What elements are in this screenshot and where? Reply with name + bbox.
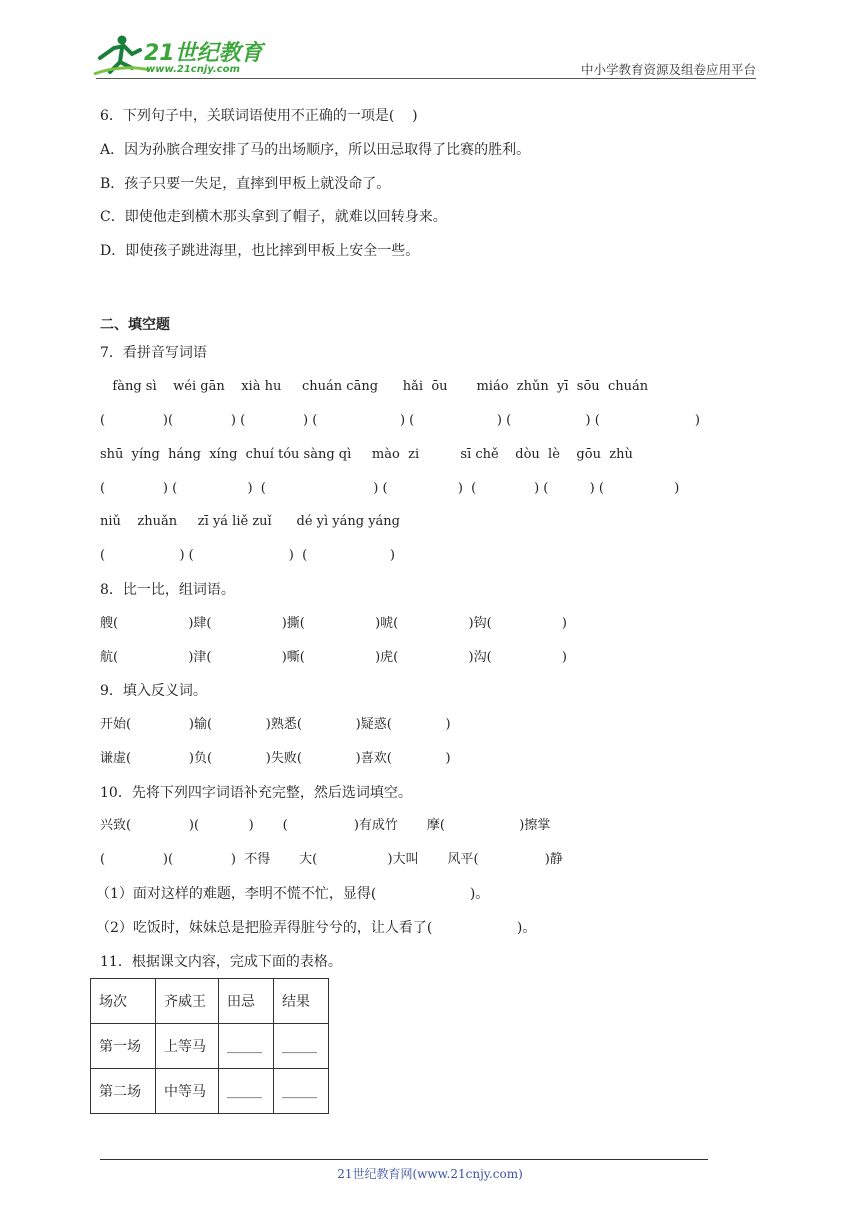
table-cell: 第一场 — [91, 1024, 156, 1069]
q7-pinyin-row-2: shū yíng háng xíng chuí tóu sàng qì mào zi sī chě dòu lè gōu zhù — [100, 447, 633, 462]
q6-option-a: A．因为孙膑合理安排了马的出场顺序，所以田忌取得了比赛的胜利。 — [100, 142, 531, 158]
q7-pinyin-row-1: fàng sì wéi gān xià hu chuán cāng hǎi ōu miáo zhǔn yī sōu chuán — [100, 379, 649, 394]
q9-row-1: 开始( )输( )熟悉( )疑惑( ) — [100, 717, 451, 732]
q6-stem: 6．下列句子中，关联词语使用不正确的一项是( ) — [100, 108, 418, 124]
table-cell: 第二场 — [91, 1069, 156, 1114]
q8-stem: 8．比一比，组词语。 — [100, 582, 235, 598]
q7-blank-row-1: ( )( ) ( ) ( ) ( ) ( ) ( ) — [100, 413, 700, 428]
table-header-cell: 场次 — [91, 979, 156, 1024]
q9-row-2: 谦虚( )负( )失败( )喜欢( ) — [100, 751, 451, 766]
q6-option-d: D．即使孩子跳进海里，也比摔到甲板上安全一些。 — [100, 243, 420, 259]
table-header-cell: 结果 — [274, 979, 329, 1024]
table-header-cell: 田忌 — [219, 979, 274, 1024]
q7-blank-row-3: ( ) ( ) ( ) — [100, 548, 395, 563]
footer-divider — [100, 1159, 708, 1160]
q10-idioms-row-2: ( )( ) 不得 大( )大叫 风平( )静 — [100, 852, 563, 867]
logo-text: 21世纪教育 — [144, 41, 263, 66]
table-blank-cell[interactable]: _____ — [274, 1069, 329, 1114]
q11-stem: 11．根据课文内容，完成下面的表格。 — [100, 954, 342, 970]
table-header-cell: 齐威王 — [156, 979, 219, 1024]
section-title: 二、填空题 — [100, 317, 170, 333]
q11-table — [90, 978, 329, 1114]
footer-link[interactable]: 21世纪教育网(www.21cnjy.com) — [337, 1167, 523, 1181]
logo-url: www.21cnjy.com — [146, 64, 240, 75]
table-header-row — [91, 979, 329, 1024]
site-logo — [92, 30, 262, 80]
q10-idioms-row-1: 兴致( )( ) ( )有成竹 摩( )擦掌 — [100, 818, 551, 833]
table-row — [91, 1069, 329, 1114]
table-blank-cell[interactable]: _____ — [274, 1024, 329, 1069]
q7-blank-row-2: ( ) ( ) ( ) ( ) ( ) ( ) ( ) — [100, 481, 680, 496]
q9-stem: 9．填入反义词。 — [100, 683, 207, 699]
q7-pinyin-row-3: niǔ zhuǎn zī yá liě zuǐ dé yì yáng yáng — [100, 514, 400, 529]
q10-sentence-2: （2）吃饭时，妹妹总是把脸弄得脏兮兮的，让人看了( )。 — [96, 920, 537, 936]
q10-sentence-1: （1）面对这样的难题，李明不慌不忙，显得( )。 — [96, 886, 490, 902]
table-blank-cell[interactable]: _____ — [219, 1024, 274, 1069]
q6-option-c: C．即使他走到横木那头拿到了帽子，就难以回转身来。 — [100, 209, 447, 225]
header-platform-text: 中小学教育资源及组卷应用平台 — [580, 62, 756, 77]
table-blank-cell[interactable]: _____ — [219, 1069, 274, 1114]
q8-row-2: 航( )津( )嘶( )虎( )沟( ) — [100, 650, 567, 665]
table-cell: 中等马 — [156, 1069, 219, 1114]
q8-row-1: 艘( )肆( )撕( )唬( )钩( ) — [100, 616, 567, 631]
q7-stem: 7．看拼音写词语 — [100, 345, 207, 361]
table-row — [91, 1024, 329, 1069]
q10-stem: 10．先将下列四字词语补充完整，然后选词填空。 — [100, 785, 412, 801]
q6-option-b: B．孩子只要一失足，直摔到甲板上就没命了。 — [100, 176, 391, 192]
table-cell: 上等马 — [156, 1024, 219, 1069]
header-divider — [96, 78, 756, 79]
